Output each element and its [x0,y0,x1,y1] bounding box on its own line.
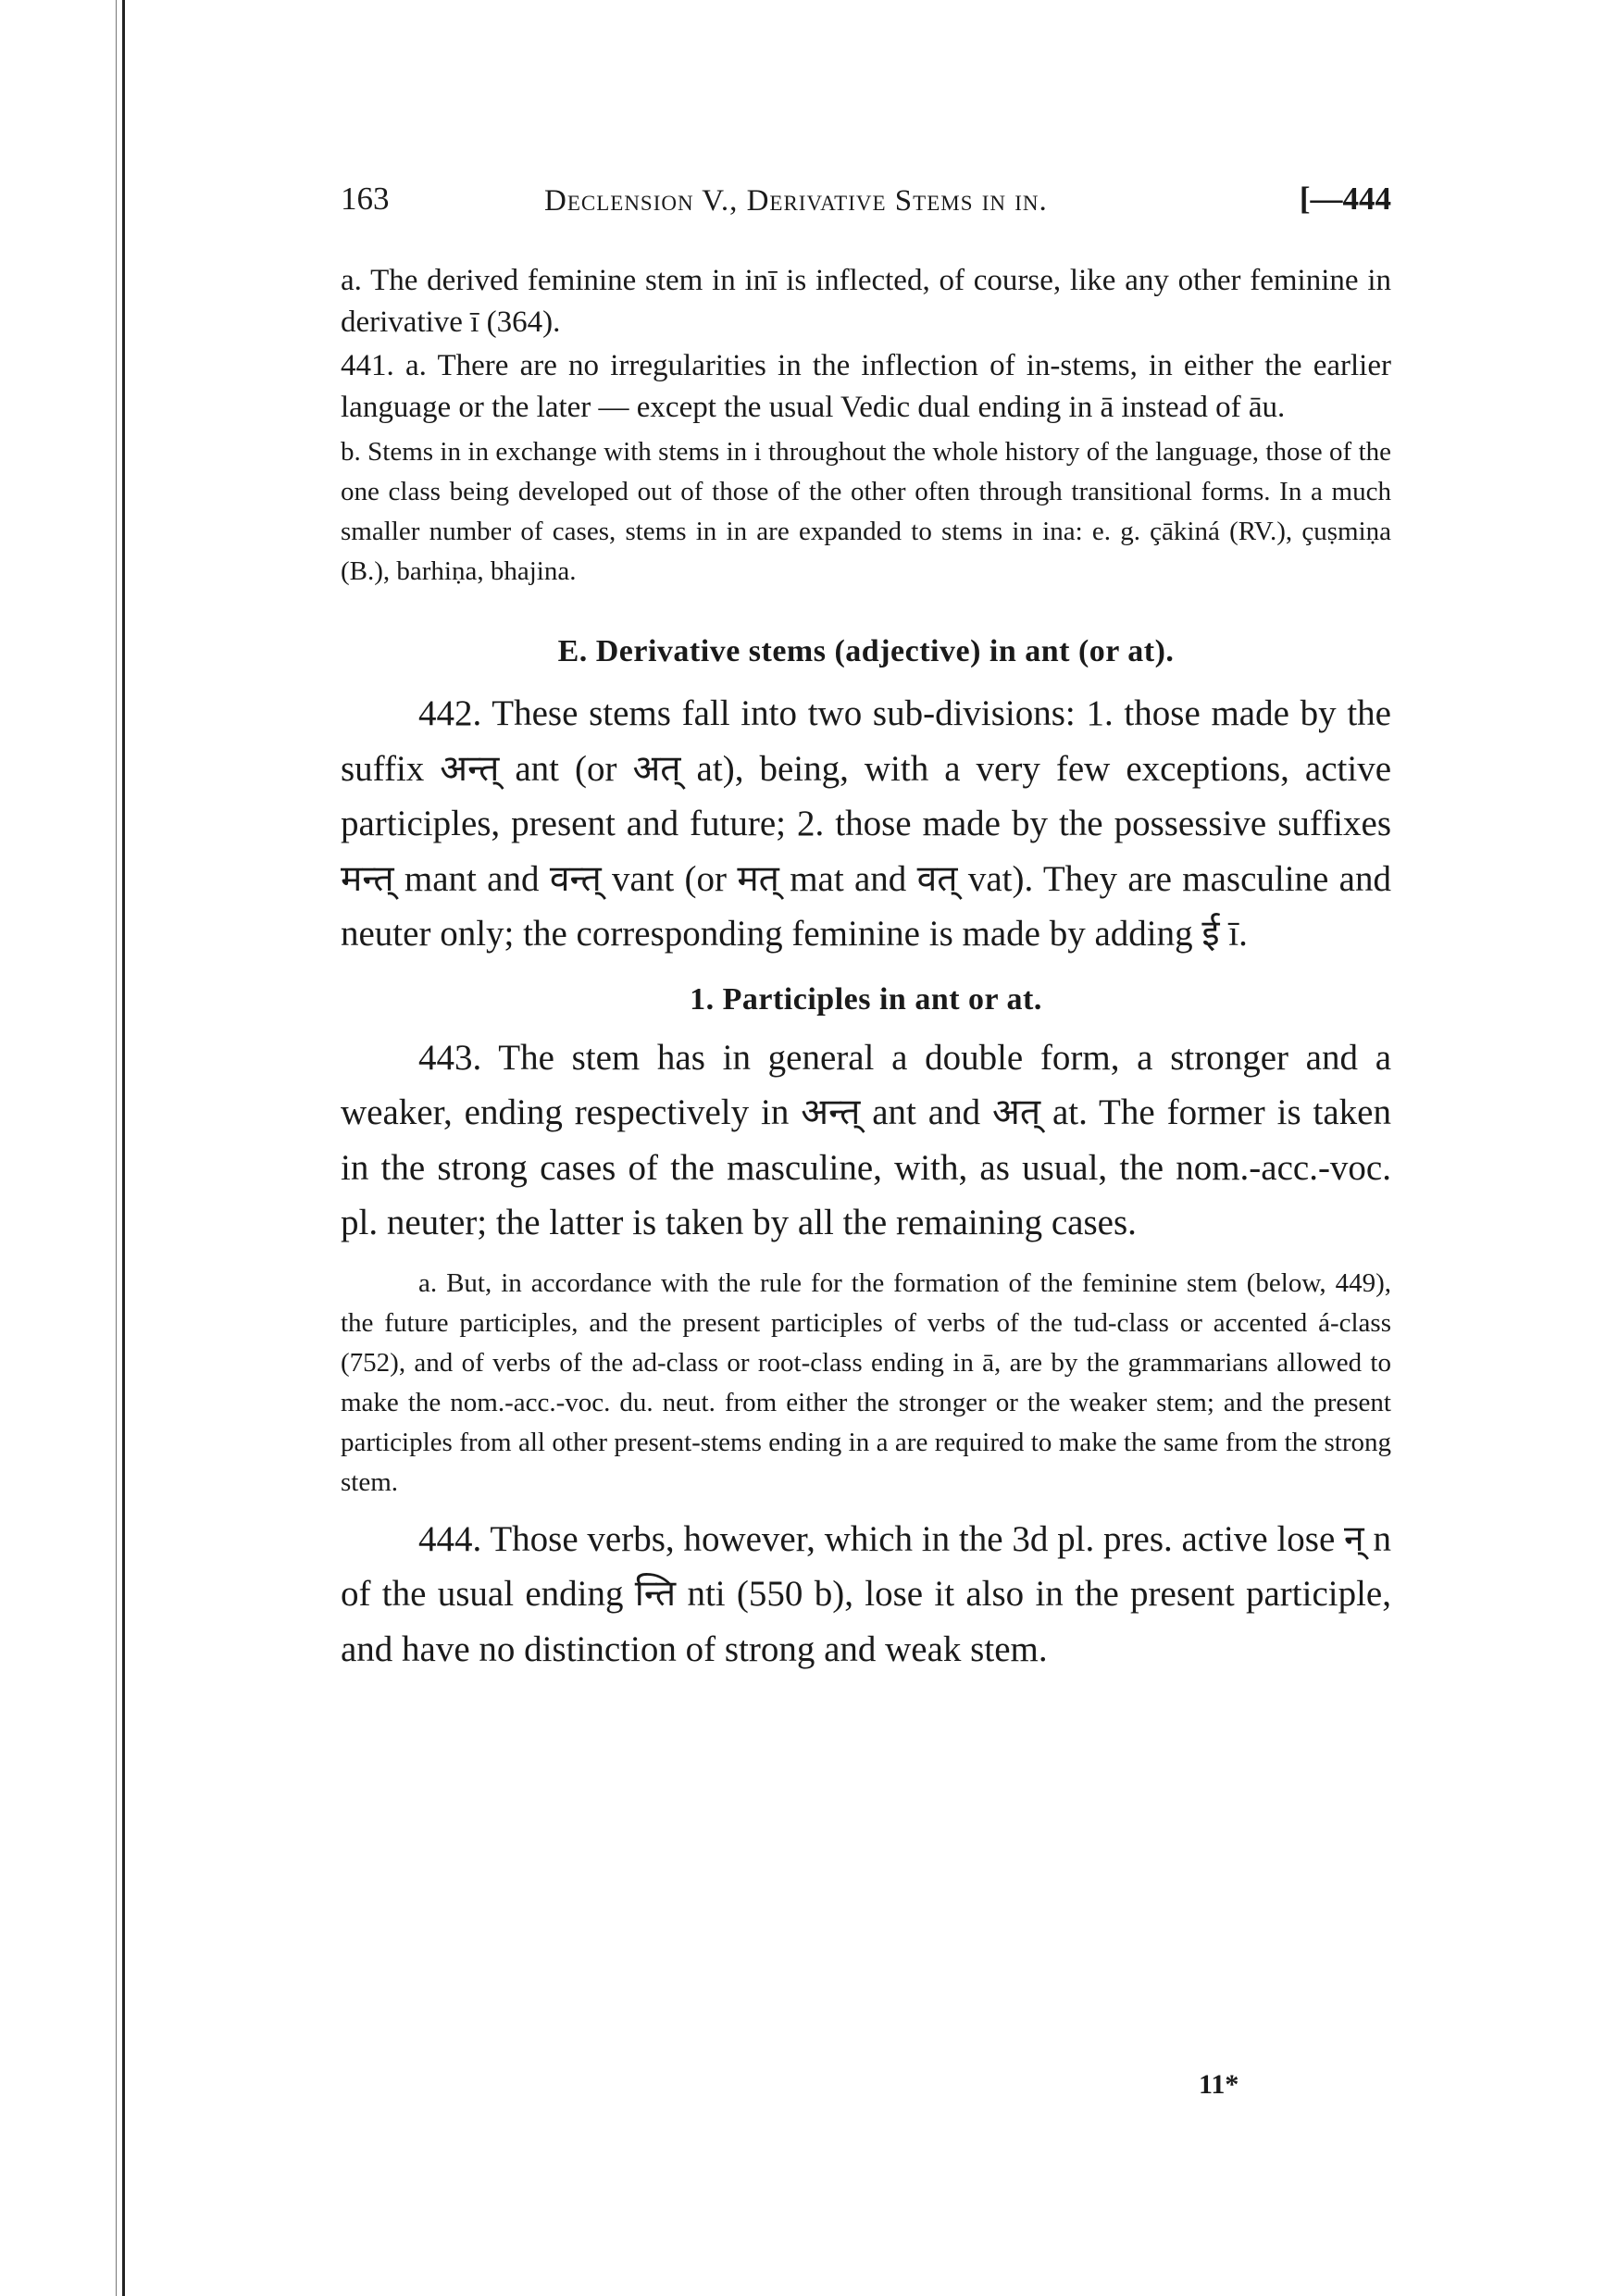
paragraph-444: 444. Those verbs, however, which in the 3d pl. pres. active lose न् n of the usual ending न्ति nti (550 b), lose it also in the present participle, and have no distinction of strong and weak stem. [341,1518,1391,1669]
paragraph-443: 443. The stem has in general a double form, a stronger and a weaker, ending respectively in अन्त् ant and अत् at. The former is taken in the strong cases of the masculine, with, as usual, the nom.-acc.-voc. pl. neuter; the latter is taken by all the remaining cases. [341,1037,1391,1242]
running-header [341,181,1391,227]
page-content [341,181,1391,1677]
binding-edge-line [116,0,117,2296]
section-heading-e: E. Derivative stems (adjective) in ant (or at). [557,634,1175,668]
paragraph-443a: a. But, in accordance with the rule for the formation of the feminine stem (below, 449), the future participles, and the present participles of verbs of the tud-class or accented á-class (752), and of verbs of the ad-class or root-class ending in ā, are by the grammarians allowed to make the nom.-acc.-voc. du. neut. from either the stronger or the weaker stem; and the present participles from all other present-stems ending in a are required to make the same from the strong stem. [341,1267,1391,1497]
paragraph-441b: b. Stems in in exchange with stems in i throughout the whole history of the language, those of the one class being developed out of those of the other often through transitional forms. In a much smaller number of cases, stems in in are expanded to stems in ina: e. g. çākiná (RV.), çuṣmiṇa (B.), barhiṇa, bhajina. [341,437,1391,586]
paragraph-442: 442. These stems fall into two sub-divisions: 1. those made by the suffix अन्त् ant (or अत् at), being, with a very few exceptions, active participles, present and future; 2. those made by the possessive suffixes मन्त् mant and वन्त् vant (or मत् mat and वत् vat). They are masculine and neuter only; the corresponding feminine is made by adding ई ī. [341,693,1391,954]
subsection-heading-participles: 1. Participles in ant or at. [690,981,1042,1017]
signature-mark: 11* [1199,2069,1239,2100]
paragraph-440a: a. The derived feminine stem in inī is inflected, of course, like any other feminine in derivative ī (364). [341,264,1391,339]
paragraph-441a: 441. a. There are no irregularities in the inflection of in-stems, in either the earlier language or the later — except the usual Vedic dual ending in ā instead of āu. [341,349,1391,424]
running-title: Declension V., Derivative Stems in in. [544,184,1048,218]
page-number: 163 [341,181,390,217]
section-reference: [—444 [1299,181,1391,217]
binding-margin-line [122,0,125,2296]
